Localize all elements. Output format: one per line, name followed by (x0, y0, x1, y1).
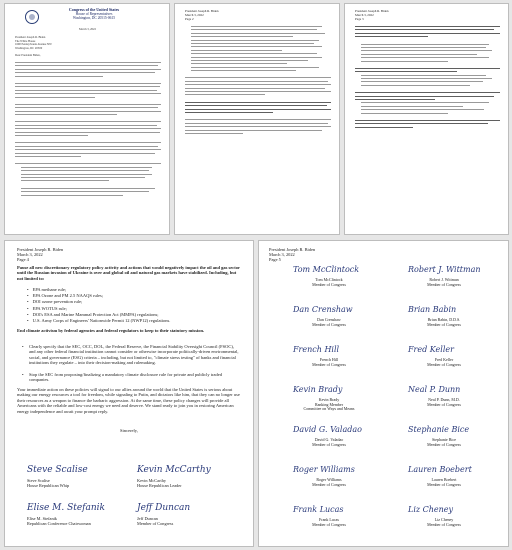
text-line (191, 26, 322, 27)
text-line (191, 67, 319, 68)
text-line (361, 109, 484, 110)
text-line (15, 125, 157, 126)
text-line (15, 76, 103, 77)
text-line (15, 90, 157, 91)
text-line (15, 97, 95, 98)
text-line (355, 36, 428, 37)
letter-page-2 (174, 3, 340, 235)
text-line (355, 99, 435, 100)
text-line (355, 68, 500, 69)
recipient-address: President Joseph R. Biden The White House 1600 Pennsylvania Avenue NW Washington, DC 20500 (15, 35, 52, 50)
text-line (361, 44, 489, 45)
text-line (21, 180, 109, 181)
text-line (185, 130, 322, 131)
signer-block: Robert J. Wittman Member of Congress (427, 277, 461, 287)
signature-image: Roger Williams (293, 465, 355, 474)
signer-block: Steve Scalise House Republican Whip (27, 478, 70, 488)
text-line (185, 123, 328, 124)
signer-block: David G. Valadao Member of Congress (312, 437, 346, 447)
text-line (185, 81, 328, 82)
text-line (361, 61, 448, 62)
signer-block: Tom McClintock Member of Congress (312, 277, 346, 287)
signature-image: Neal P. Dunn (408, 385, 461, 394)
text-line (15, 135, 88, 136)
text-line (191, 40, 319, 41)
page-header: President Joseph R. Biden March 3, 2022 Page 2 (185, 9, 219, 21)
signature-image: Robert J. Wittman (408, 265, 481, 274)
text-line (185, 133, 243, 134)
text-line (21, 191, 149, 192)
text-line (191, 60, 308, 61)
text-line (185, 112, 273, 113)
text-line (15, 62, 161, 63)
text-line (361, 75, 486, 76)
signer-block: Dan Crenshaw Member of Congress (312, 317, 346, 327)
list-item: • Stop the SEC from proposing/finalizing a mandatory climate disclosure rule for private and publicly traded companies. (29, 372, 241, 383)
signature-image: Frank Lucas (293, 505, 344, 514)
signer-block: Frank Lucas Member of Congress (312, 517, 346, 527)
letter-page-5 (258, 240, 509, 547)
signature-image: Fred Keller (408, 345, 454, 354)
signature-image: French Hill (293, 345, 340, 354)
list-item: • DOI's ESA and Marine Mammal Protection Act (MMPA) regulations; (27, 312, 170, 318)
list-item: • EPA WOTUS rule; (27, 306, 170, 312)
text-line (185, 105, 327, 106)
text-line (191, 63, 287, 64)
list-item: • EPA Ozone and PM 2.5 NAAQS rules; (27, 293, 170, 299)
text-line (15, 156, 81, 157)
body-text-lines (15, 62, 161, 198)
text-line (361, 81, 483, 82)
page-header: President Joseph R. Biden March 3, 2022 Page 5 (269, 247, 316, 263)
text-line (15, 146, 158, 147)
text-line (361, 47, 486, 48)
signature-scalise: Steve Scalise (27, 465, 88, 475)
text-line (191, 43, 314, 44)
text-line (191, 29, 317, 30)
text-line (15, 163, 161, 164)
signer-block: Kevin McCarthy House Republican Leader (137, 478, 182, 488)
signature-image: Kevin Brady (293, 385, 343, 394)
text-line (185, 119, 331, 120)
text-line (21, 174, 152, 175)
signature-image: Brian Babin (408, 305, 457, 314)
text-line (15, 104, 161, 105)
text-line (185, 94, 265, 95)
text-line (355, 33, 500, 34)
text-line (15, 69, 161, 70)
signer-block: Liz Cheney Member of Congress (427, 517, 461, 527)
letter-page-4 (4, 240, 254, 547)
text-line (355, 123, 488, 124)
letter-page-1 (4, 3, 170, 235)
letter-page-3 (344, 3, 509, 235)
text-line (15, 93, 161, 94)
text-line (15, 114, 117, 115)
list-item: • Clearly specify that the SEC, OCC, DOL, the Federal Reserve, the Financial Stability Oversight Council (FSOC), and any other federal financial institution cannot consider or otherwise incorporate politically-driven environmental, social, and governance (ESG) criteria – including, but not limited to, "climate stress testing" of banks and financial institutions they regulate – into their decision-making and rulemaking. (29, 344, 241, 366)
signer-block: French Hill Member of Congress (312, 357, 346, 367)
text-line (185, 102, 331, 103)
text-line (361, 85, 470, 86)
salutation: Dear President Biden, (15, 53, 41, 57)
list-item: • EPA methane rule; (27, 287, 170, 293)
text-line (185, 84, 331, 85)
text-line (15, 83, 161, 84)
body-text-lines (185, 26, 331, 136)
text-line (15, 142, 161, 143)
closing-paragraph: Your immediate action on these policies will signal to our allies around the world that the United States is serious about making our energy resources a tool for freedom, while signaling to Putin, and dictators like him, that they can no longer use their resources as a weapon to finance the barbaric aggression. At the same time, these policy changes will provide all Americans with the reliable and low-cost energy we need and deserve. We stand ready to join you in restoring American energy independence and await your prompt reply. (17, 387, 240, 414)
signoff: Sincerely, (120, 428, 138, 433)
text-line (21, 188, 155, 189)
signature-image: David G. Valadao (293, 425, 362, 434)
text-line (15, 132, 160, 133)
signature-image: Liz Cheney (408, 505, 454, 514)
signature-image: Dan Crenshaw (293, 305, 353, 314)
letter-date: March 3, 2022 (79, 27, 96, 31)
text-line (185, 77, 331, 78)
text-line (191, 46, 322, 47)
text-line (355, 26, 500, 27)
signature-stefanik: Elise M. Stefanik (27, 503, 106, 513)
signer-block: Fred Keller Member of Congress (427, 357, 461, 367)
text-line (15, 121, 161, 122)
signature-image: Lauren Boebert (408, 465, 472, 474)
text-line (355, 120, 500, 121)
text-line (355, 29, 494, 30)
text-line (15, 65, 158, 66)
text-line (361, 78, 492, 79)
text-line (361, 106, 463, 107)
signature-mccarthy: Kevin McCarthy (137, 465, 211, 475)
text-line (191, 36, 293, 37)
text-line (361, 102, 489, 103)
list-item: • U.S. Army Corps of Engineers' Nationwide Permit 12 (NWP12) regulations. (27, 318, 170, 324)
text-line (15, 149, 161, 150)
regulation-list (27, 287, 170, 324)
text-line (185, 91, 331, 92)
text-line (191, 33, 325, 34)
text-line (361, 54, 477, 55)
text-line (21, 167, 152, 168)
signer-block: Stephanie Bice Member of Congress (427, 437, 461, 447)
signer-block: Brian Babin, D.D.S. Member of Congress (427, 317, 461, 327)
text-line (355, 96, 494, 97)
text-line (191, 50, 282, 51)
text-line (21, 177, 145, 178)
text-line (15, 107, 158, 108)
text-line (361, 57, 489, 58)
page-header: President Joseph R. Biden March 3, 2022 Page 3 (355, 9, 389, 21)
text-line (15, 72, 155, 73)
text-line (15, 153, 155, 154)
text-line (361, 113, 448, 114)
signer-block: Elise M. Stefanik Republican Conference Chairwoman (27, 516, 91, 526)
text-line (355, 71, 457, 72)
signer-block: Lauren Boebert Member of Congress (427, 477, 461, 487)
signer-block: Neal P. Dunn, M.D. Member of Congress (427, 397, 461, 407)
text-line (191, 57, 322, 58)
page-header: President Joseph R. Biden March 3, 2022 Page 4 (17, 247, 64, 263)
signer-block: Jeff Duncan Member of Congress (137, 516, 174, 526)
text-line (355, 127, 413, 128)
text-line (185, 109, 331, 110)
congress-seal-icon (25, 10, 39, 24)
text-line (15, 86, 160, 87)
climate-activism-paragraph: End climate activism by federal agencies and federal regulators to keep to their statutory mission. (17, 328, 205, 333)
text-line (21, 170, 149, 171)
body-text-lines (355, 26, 500, 130)
signature-image: Stephanie Bice (408, 425, 470, 434)
signer-block: Kevin Brady Ranking Member Committee on Ways and Means (303, 397, 355, 412)
text-line (355, 92, 500, 93)
regulatory-pause-paragraph: Pause all new discretionary regulatory policy activity and actions that would negatively impact the oil and gas sector until the Russian invasion of Ukraine is over and global oil and natural gas markets have stabilized. Including, but not limited to: (17, 265, 240, 281)
text-line (15, 111, 161, 112)
letterhead: Congress of the United States House of Representatives Washington, DC 20515-0615 (68, 7, 120, 21)
text-line (21, 195, 123, 196)
text-line (185, 88, 325, 89)
text-line (15, 128, 161, 129)
text-line (191, 53, 317, 54)
text-line (361, 50, 492, 51)
text-line (191, 70, 296, 71)
signature-duncan: Jeff Duncan (137, 503, 191, 513)
signature-image: Tom McClintock (293, 265, 360, 274)
signer-block: Roger Williams Member of Congress (312, 477, 346, 487)
text-line (185, 126, 331, 127)
list-item: • DOI ozone prevention rule; (27, 299, 170, 305)
